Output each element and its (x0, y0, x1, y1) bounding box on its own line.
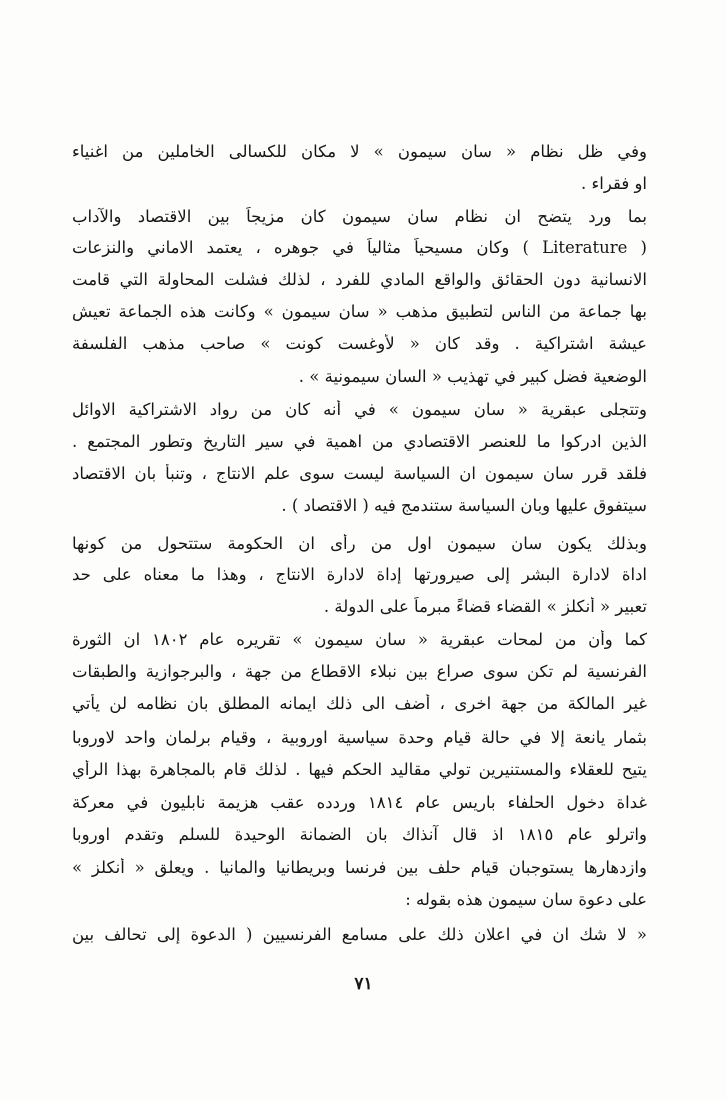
text-line: او فقراء . (581, 174, 647, 193)
text-line: وفي ظل نظام « سان سيمون » لا مكان للكسالى الخاملين من اغنياء (72, 142, 647, 161)
text-line: تعبير « أنكلز » القضاء قضاءً مبرماً على الدولة . (323, 597, 647, 616)
text-line: وازدهارها يستوجبان قيام حلف بين فرنسا وبريطانيا والمانيا . ويعلق « أنكلز » (72, 858, 647, 877)
text-line: واترلو عام ١٨١٥ اذ قال آنذاك بان الضمانة الوحيدة للسلم وتقدم اوروبا (72, 825, 647, 844)
text-line: يتيح للعقلاء والمستنيرين تولي مقاليد الحكم فيها . لذلك قام بالمجاهرة بهذا الرأي (72, 760, 647, 779)
text-line: فلقد قرر سان سيمون ان السياسة ليست سوى علم الانتاج ، وتنبأ بان الاقتصاد (72, 464, 647, 483)
text-line: كما وأن من لمحات عبقرية « سان سيمون » تقريره عام ١٨٠٢ ان الثورة (72, 630, 647, 649)
text-line: اداة لادارة البشر إلى صيرورتها إداة لادارة الانتاج ، وهذا ما معناه على حد (72, 565, 647, 584)
text-line: على دعوة سان سيمون هذه بقوله : (405, 890, 647, 909)
text-line: ( Literature ) وكان مسيحياً مثالياً في جوهره ، يعتمد الاماني والنزعات (72, 238, 647, 257)
text-line: غير المالكة من جهة اخرى ، أضف الى ذلك ايمانه المطلق بان نظامه لن يأتي (72, 694, 647, 713)
text-line: وتتجلى عبقرية « سان سيمون » في أنه كان من رواد الاشتراكية الاوائل (72, 400, 647, 419)
page-number: ٧١ (354, 974, 373, 994)
text-line: الانسانية دون الحقائق والواقع المادي للفرد ، لذلك فشلت المحاولة التي قامت (72, 270, 647, 289)
text-line: « لا شك ان في اعلان ذلك على مسامع الفرنسيين ( الدعوة إلى تحالف بين (72, 925, 647, 944)
text-line: غداة دخول الحلفاء باريس عام ١٨١٤ وردده عقب هزيمة نابليون في معركة (72, 793, 647, 812)
text-line: الوضعية فضل كبير في تهذيب « السان سيمونية » . (298, 367, 647, 386)
text-line: الذين ادركوا ما للعنصر الاقتصادي من اهمية في سير التاريخ وتطور المجتمع . (72, 432, 647, 451)
text-line: بثمار يانعة إلا في حالة قيام وحدة سياسية اوروبية ، وقيام برلمان واحد لاوروبا (72, 728, 647, 747)
text-line: بما ورد يتضح ان نظام سان سيمون كان مزيجاً بين الاقتصاد والآداب (72, 207, 647, 226)
text-line: الفرنسية لم تكن سوى صراع بين نبلاء الاقطاع من جهة ، والبرجوازية والطبقات (72, 662, 647, 681)
text-line: سيتفوق عليها وبان السياسة ستندمج فيه ( الاقتصاد ) . (281, 496, 647, 515)
text-line: بها جماعة من الناس لتطبيق مذهب « سان سيمون » وكانت هذه الجماعة تعيش (72, 302, 647, 321)
text-line: عيشة اشتراكية . وقد كان « لأوغست كونت » صاحب مذهب الفلسفة (72, 334, 647, 353)
text-line: وبذلك يكون سان سيمون اول من رأى ان الحكومة ستتحول من كونها (72, 534, 647, 553)
